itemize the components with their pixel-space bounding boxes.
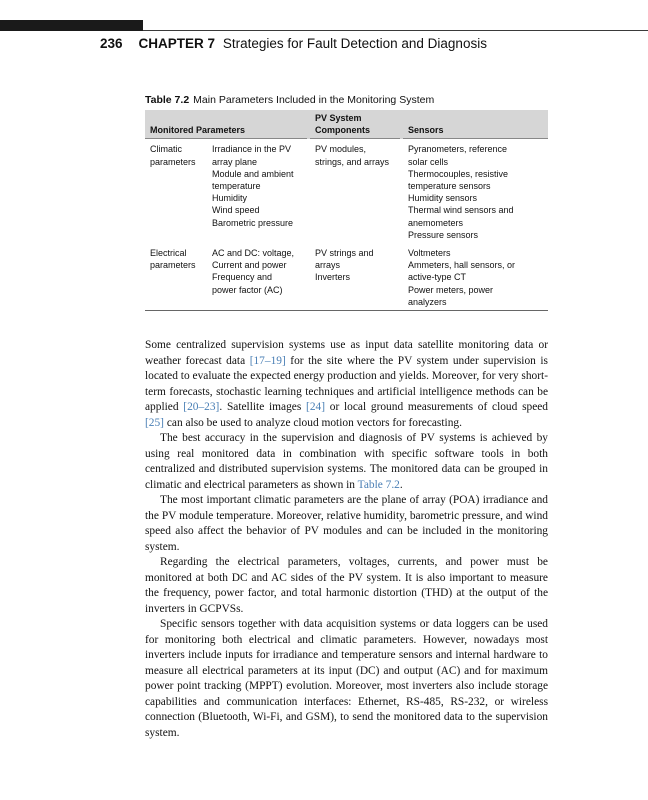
citation-link[interactable]: [24]	[306, 401, 326, 413]
table-caption	[145, 94, 434, 106]
sensors-cell: Voltmeters Ammeters, hall sensors, or active-type CT Power meters, power analyzers	[403, 241, 548, 311]
table-caption-label: Table 7.2	[145, 94, 190, 106]
table-reference-link[interactable]: Table 7.2	[357, 478, 400, 491]
components-cell: PV modules, strings, and arrays	[315, 144, 390, 167]
chapter-title: Strategies for Fault Detection and Diagnosis	[222, 36, 487, 51]
column-header-sensors: Sensors	[403, 110, 548, 139]
paragraph: Regarding the electrical parameters, voltages, currents, and power must be monitored at both DC and AC sides of the PV system. It is also important to measure the frequency, power factor, and total harmonic distortion (THD) at the output of the inverters in GCPVSs.	[145, 556, 548, 615]
paragraph: Some centralized supervision systems use as input data satellite monitoring data or weather forecast data [17–19] for the site where the PV system under supervision is located to evaluate the expected energy production and yields. Moreover, for very short-term forecasts, stochastic learning techniques and artificial intelligence methods can be applied [20–23]. Satellite images [24] or local ground measurements of cloud speed [25] can also be used to analyze cloud motion vectors for forecasting.	[145, 339, 549, 429]
citation-link[interactable]: [17–19]	[249, 354, 286, 367]
category-cell: Electrical parameters	[145, 241, 207, 311]
paragraph: The best accuracy in the supervision and diagnosis of PV systems is achieved by using real monitored data in combination with specific software tools in both centralized and distributed supervision systems. The monitored data can be grouped in climatic and electrical parameters as shown in Table 7.2.	[145, 432, 548, 491]
table-row	[145, 139, 548, 241]
paragraph: Specific sensors together with data acquisition systems or data loggers can be used for monitoring both electrical and climatic parameters. However, nowadays most inverters include inputs for irradiance and temperature sensors and internal hardware to measure all electrical parameters at its input (DC) and output (AC) and for maximum power point tracking (MPPT) evolution. Moreover, most inverters also include storage capabilities and communication interfaces: Ethernet, RS-485, RS-232, or wireless connection (Bluetooth, Wi-Fi, and GSM), to send the monitored data to the supervision system.	[145, 618, 548, 739]
running-head	[100, 36, 487, 51]
sensors-cell: Pyranometers, reference solar cells Thermocouples, resistive temperature sensors Humidity sensors Thermal wind sensors and anemometers Pressure sensors	[408, 144, 514, 240]
citation-link[interactable]: [20–23]	[183, 401, 220, 413]
header-bar	[0, 20, 143, 31]
body-text	[145, 338, 548, 741]
components-cell: PV strings and arrays Inverters	[310, 241, 400, 311]
column-header-monitored: Monitored Parameters	[145, 110, 307, 139]
page-number: 236	[100, 36, 123, 51]
paragraph: The most important climatic parameters are the plane of array (POA) irradiance and the PV module temperature. Moreover, relative humidity, barometric pressure, and wind speed also affect the behavior of PV modules and can be included in the monitoring system.	[145, 494, 548, 553]
chapter-label: CHAPTER 7	[138, 36, 216, 51]
table-row	[145, 241, 548, 311]
parameters-cell: Irradiance in the PV array plane Module and ambient temperature Humidity Wind speed Barometric pressure	[212, 144, 294, 228]
table-caption-text: Main Parameters Included in the Monitoring System	[193, 94, 435, 106]
category-cell: Climatic parameters	[150, 144, 196, 167]
parameters-table	[145, 110, 548, 311]
header-rule	[143, 30, 648, 31]
citation-link[interactable]: [25]	[145, 416, 164, 429]
column-header-components: PV System Components	[310, 110, 400, 139]
parameters-cell: AC and DC: voltage, Current and power Frequency and power factor (AC)	[207, 241, 307, 311]
